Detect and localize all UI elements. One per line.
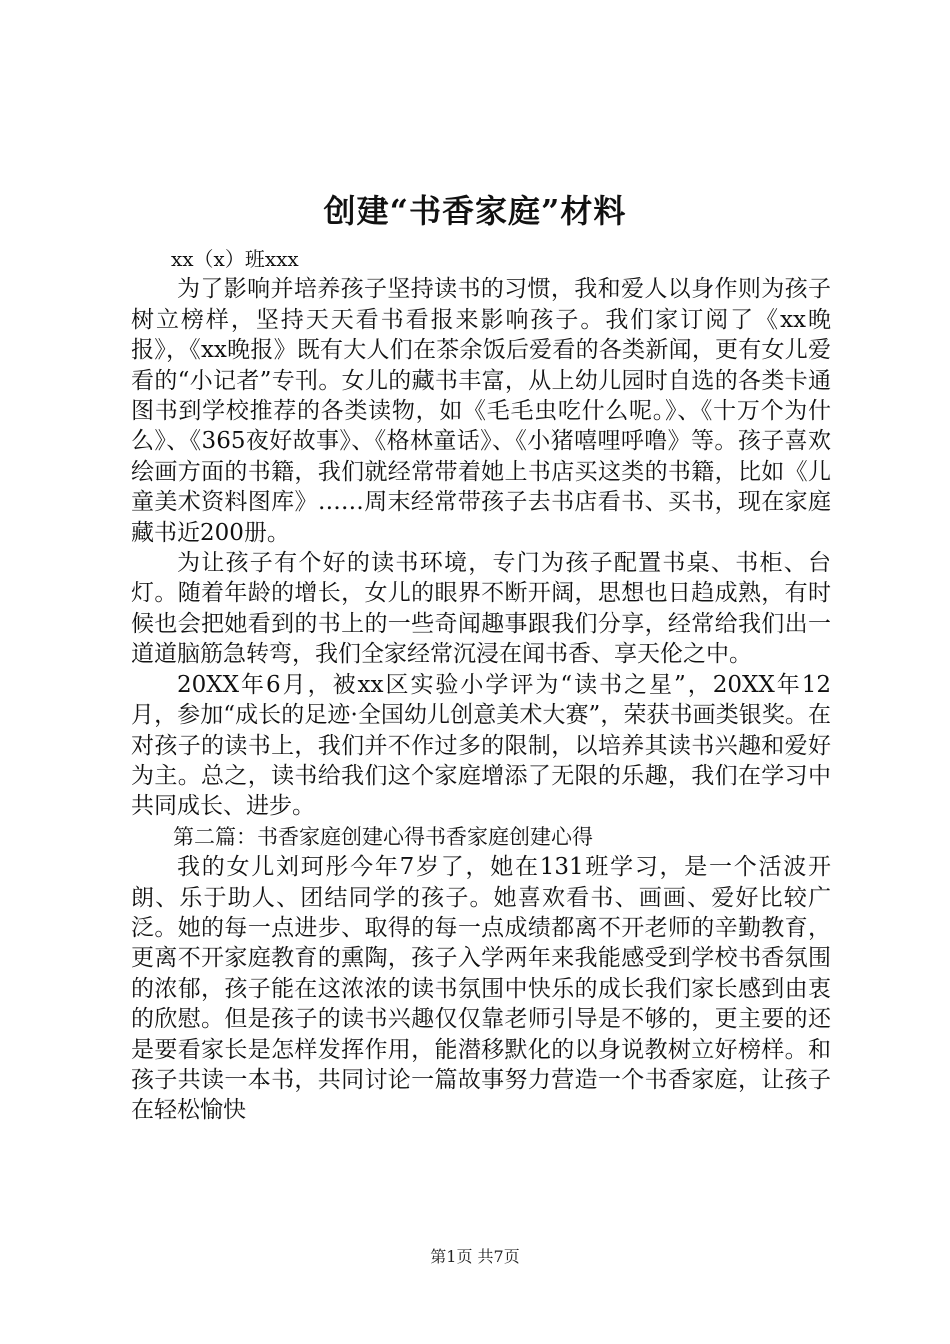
page-footer: 第1页 共7页 [430, 1247, 520, 1266]
paragraph-2: 为让孩子有个好的读书环境，专门为孩子配置书桌、书柜、台灯。随着年龄的增长，女儿的眼界不断开阔，思想也日趋成熟，有时候也会把她看到的书上的一些奇闻趣事跟我们分享，经常给我们出一道道脑筋急转弯，我们全家经常沉浸在闻书香、享天伦之中。 [131, 550, 831, 668]
paragraph-1: 为了影响并培养孩子坚持读书的习惯，我和爱人以身作则为孩子树立榜样，坚持天天看书看报来影响孩子。我们家订阅了《xx晚报》，《xx晚报》既有大人们在茶余饭后爱看的各类新闻，更有女儿爱看的“小记者”专刊。女儿的藏书丰富，从上幼儿园时自选的各类卡通图书到学校推荐的各类读物，如《毛毛虫吃什么呢。》、《十万个为什么》、《365夜好故事》、《格林童话》、《小猪嘻哩呼噜》等。孩子喜欢绘画方面的书籍，我们就经常带着她上书店买这类的书籍，比如《儿童美术资料图库》……周末经常带孩子去书店看书、买书，现在家庭藏书近200册。 [131, 276, 831, 546]
document-body [131, 244, 831, 1126]
paragraph-3: 20XX年6月，被xx区实验小学评为“读书之星”，20XX年12月，参加“成长的足迹·全国幼儿创意美术大赛”，荣获书画类银奖。在对孩子的读书上，我们并不作过多的限制，以培养其读书兴趣和爱好为主。总之，读书给我们这个家庭增添了无限的乐趣，我们在学习中共同成长、进步。 [131, 671, 831, 820]
section-heading: 第二篇：书香家庭创建心得书香家庭创建心得 [173, 824, 593, 849]
author-line: xx（x）班xxx [171, 247, 299, 271]
section-paragraph: 我的女儿刘珂彤今年7岁了，她在131班学习，是一个活波开朗、乐于助人、团结同学的孩子。她喜欢看书、画画、爱好比较广泛。她的每一点进步、取得的每一点成绩都离不开老师的辛勤教育，更离不开家庭教育的熏陶，孩子入学两年来我能感受到学校书香氛围的浓郁，孩子能在这浓浓的读书氛围中快乐的成长我们家长感到由衷的欣慰。但是孩子的读书兴趣仅仅靠老师引导是不够的，更主要的还是要看家长是怎样发挥作用，能潜移默化的以身说教树立好榜样。和孩子共读一本书，共同讨论一篇故事努力营造一个书香家庭，让孩子在轻松愉快 [131, 854, 831, 1124]
document-title: 创建“书香家庭”材料 [323, 192, 627, 230]
